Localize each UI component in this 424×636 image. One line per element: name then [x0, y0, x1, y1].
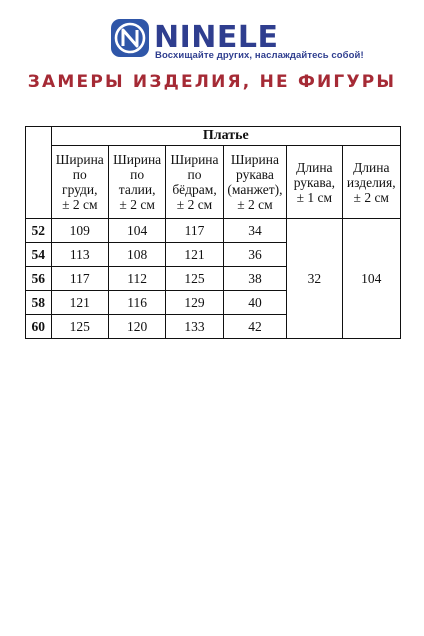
cell-size: 52 — [26, 219, 52, 243]
column-header-line: ± 2 см — [176, 197, 213, 212]
column-header-line: ± 2 см — [353, 189, 389, 205]
column-header-line: Ширина — [113, 152, 162, 167]
cell-sleeve-length: 32 — [287, 219, 342, 339]
cell-waist: 108 — [108, 243, 165, 267]
column-header-line: бёдрам, — [172, 182, 217, 197]
column-header-line: Ширина — [170, 152, 219, 167]
cell-hips: 117 — [166, 219, 223, 243]
n-circle-badge-icon — [110, 18, 150, 58]
table-row — [26, 219, 401, 243]
column-header — [223, 146, 287, 219]
cell-waist: 120 — [108, 315, 165, 339]
column-header — [342, 146, 400, 219]
column-header-line: Длина — [296, 159, 333, 175]
column-header-line: ± 1 см — [296, 189, 333, 205]
size-table — [25, 126, 401, 339]
cell-waist: 112 — [108, 267, 165, 291]
corner-cell — [26, 127, 52, 219]
column-header-line: ± 2 см — [62, 197, 98, 212]
cell-size: 60 — [26, 315, 52, 339]
cell-chest: 125 — [51, 315, 108, 339]
column-header — [166, 146, 223, 219]
column-header-line: по — [130, 167, 145, 182]
cell-chest: 109 — [51, 219, 108, 243]
brand-tagline: Восхищайте других, наслаждайтесь собой! — [155, 50, 364, 61]
cell-cuff: 34 — [223, 219, 287, 243]
column-header-line: Ширина — [55, 152, 104, 167]
column-header — [287, 146, 342, 219]
cell-chest: 117 — [51, 267, 108, 291]
cell-hips: 129 — [166, 291, 223, 315]
cell-cuff: 40 — [223, 291, 287, 315]
column-header-line: Ширина — [230, 152, 279, 167]
column-header-line: талии, — [118, 182, 156, 197]
column-header-line: рукава — [236, 167, 274, 182]
cell-cuff: 38 — [223, 267, 287, 291]
cell-chest: 113 — [51, 243, 108, 267]
cell-hips: 133 — [166, 315, 223, 339]
column-header-line: по — [72, 167, 87, 182]
column-header — [108, 146, 165, 219]
cell-waist: 116 — [108, 291, 165, 315]
cell-cuff: 42 — [223, 315, 287, 339]
column-header — [51, 146, 108, 219]
brand-header — [0, 12, 424, 70]
column-header-line: ± 2 см — [119, 197, 155, 212]
column-header-line: ± 2 см — [237, 197, 273, 212]
cell-garment-length: 104 — [342, 219, 400, 339]
cell-hips: 121 — [166, 243, 223, 267]
cell-chest: 121 — [51, 291, 108, 315]
column-header-line: Длина — [353, 159, 390, 175]
table-body — [26, 219, 401, 339]
cell-size: 54 — [26, 243, 52, 267]
column-header-line: по — [187, 167, 202, 182]
cell-size: 58 — [26, 291, 52, 315]
page-title: ЗАМЕРЫ ИЗДЕЛИЯ, НЕ ФИГУРЫ — [27, 72, 397, 92]
cell-hips: 125 — [166, 267, 223, 291]
column-header-line: (манжет), — [227, 182, 283, 197]
column-header-line: изделия, — [346, 174, 396, 190]
group-header: Платье — [51, 127, 400, 146]
cell-waist: 104 — [108, 219, 165, 243]
column-header-line: рукава, — [293, 174, 335, 190]
cell-cuff: 36 — [223, 243, 287, 267]
brand-name: NINELE — [154, 20, 279, 55]
cell-size: 56 — [26, 267, 52, 291]
column-header-line: груди, — [62, 182, 98, 197]
column-headers — [26, 146, 401, 219]
